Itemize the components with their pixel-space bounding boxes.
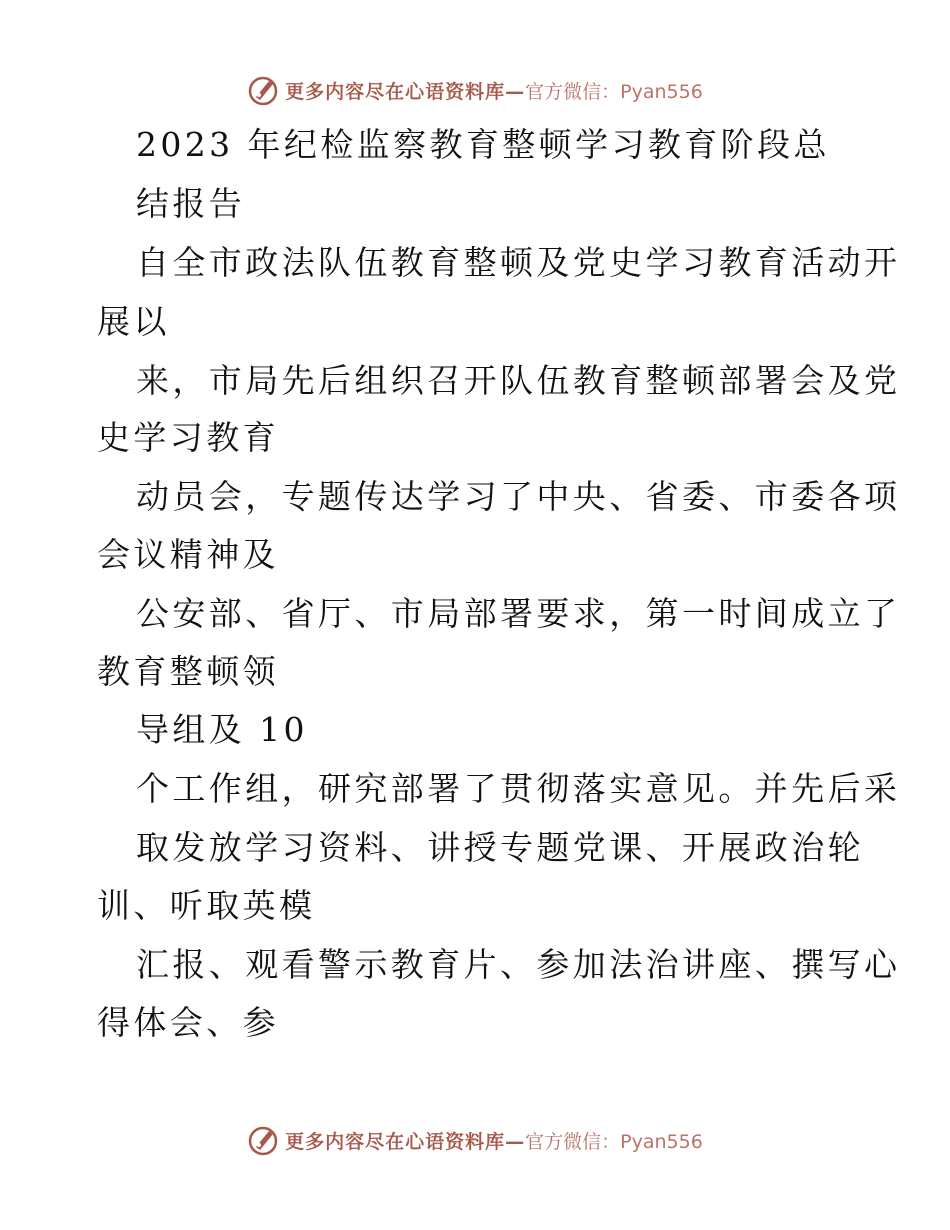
doc-line: 会议精神及 [97, 535, 279, 574]
doc-line: 公安部、省厅、市局部署要求，第一时间成立了 [136, 594, 901, 633]
header-watermark-text: 更多内容尽在心语资料库— [285, 80, 526, 103]
doc-line: 动员会，专题传达学习了中央、省委、市委各项 [136, 477, 901, 516]
header-wechat-text: 官方微信：Pyan556 [525, 80, 703, 103]
doc-line: 取发放学习资料、讲授专题党课、开展政治轮 [136, 828, 864, 867]
doc-title-line-2: 结报告 [136, 184, 246, 223]
doc-line: 自全市政法队伍教育整顿及党史学习教育活动开 [136, 243, 901, 282]
doc-line: 教育整顿领 [97, 652, 279, 691]
footer-watermark-text: 更多内容尽在心语资料库— [285, 1130, 526, 1153]
logo-icon [247, 1123, 281, 1157]
doc-title-line-1: 2023 年纪检监察教育整顿学习教育阶段总 [136, 125, 830, 164]
doc-line: 来，市局先后组织召开队伍教育整顿部署会及党 [136, 361, 901, 400]
doc-line: 导组及 10 [136, 710, 308, 749]
footer-wechat-text: 官方微信：Pyan556 [525, 1130, 703, 1153]
doc-line: 展以 [97, 302, 170, 341]
doc-line: 训、听取英模 [97, 886, 316, 925]
footer-watermark [0, 1120, 950, 1160]
doc-line: 史学习教育 [97, 418, 279, 457]
doc-line: 个工作组，研究部署了贯彻落实意见。并先后采 [136, 769, 901, 808]
doc-line: 汇报、观看警示教育片、参加法治讲座、撰写心 [136, 945, 901, 984]
doc-line: 得体会、参 [97, 1003, 279, 1042]
logo-icon [247, 73, 281, 107]
header-watermark [0, 70, 950, 110]
